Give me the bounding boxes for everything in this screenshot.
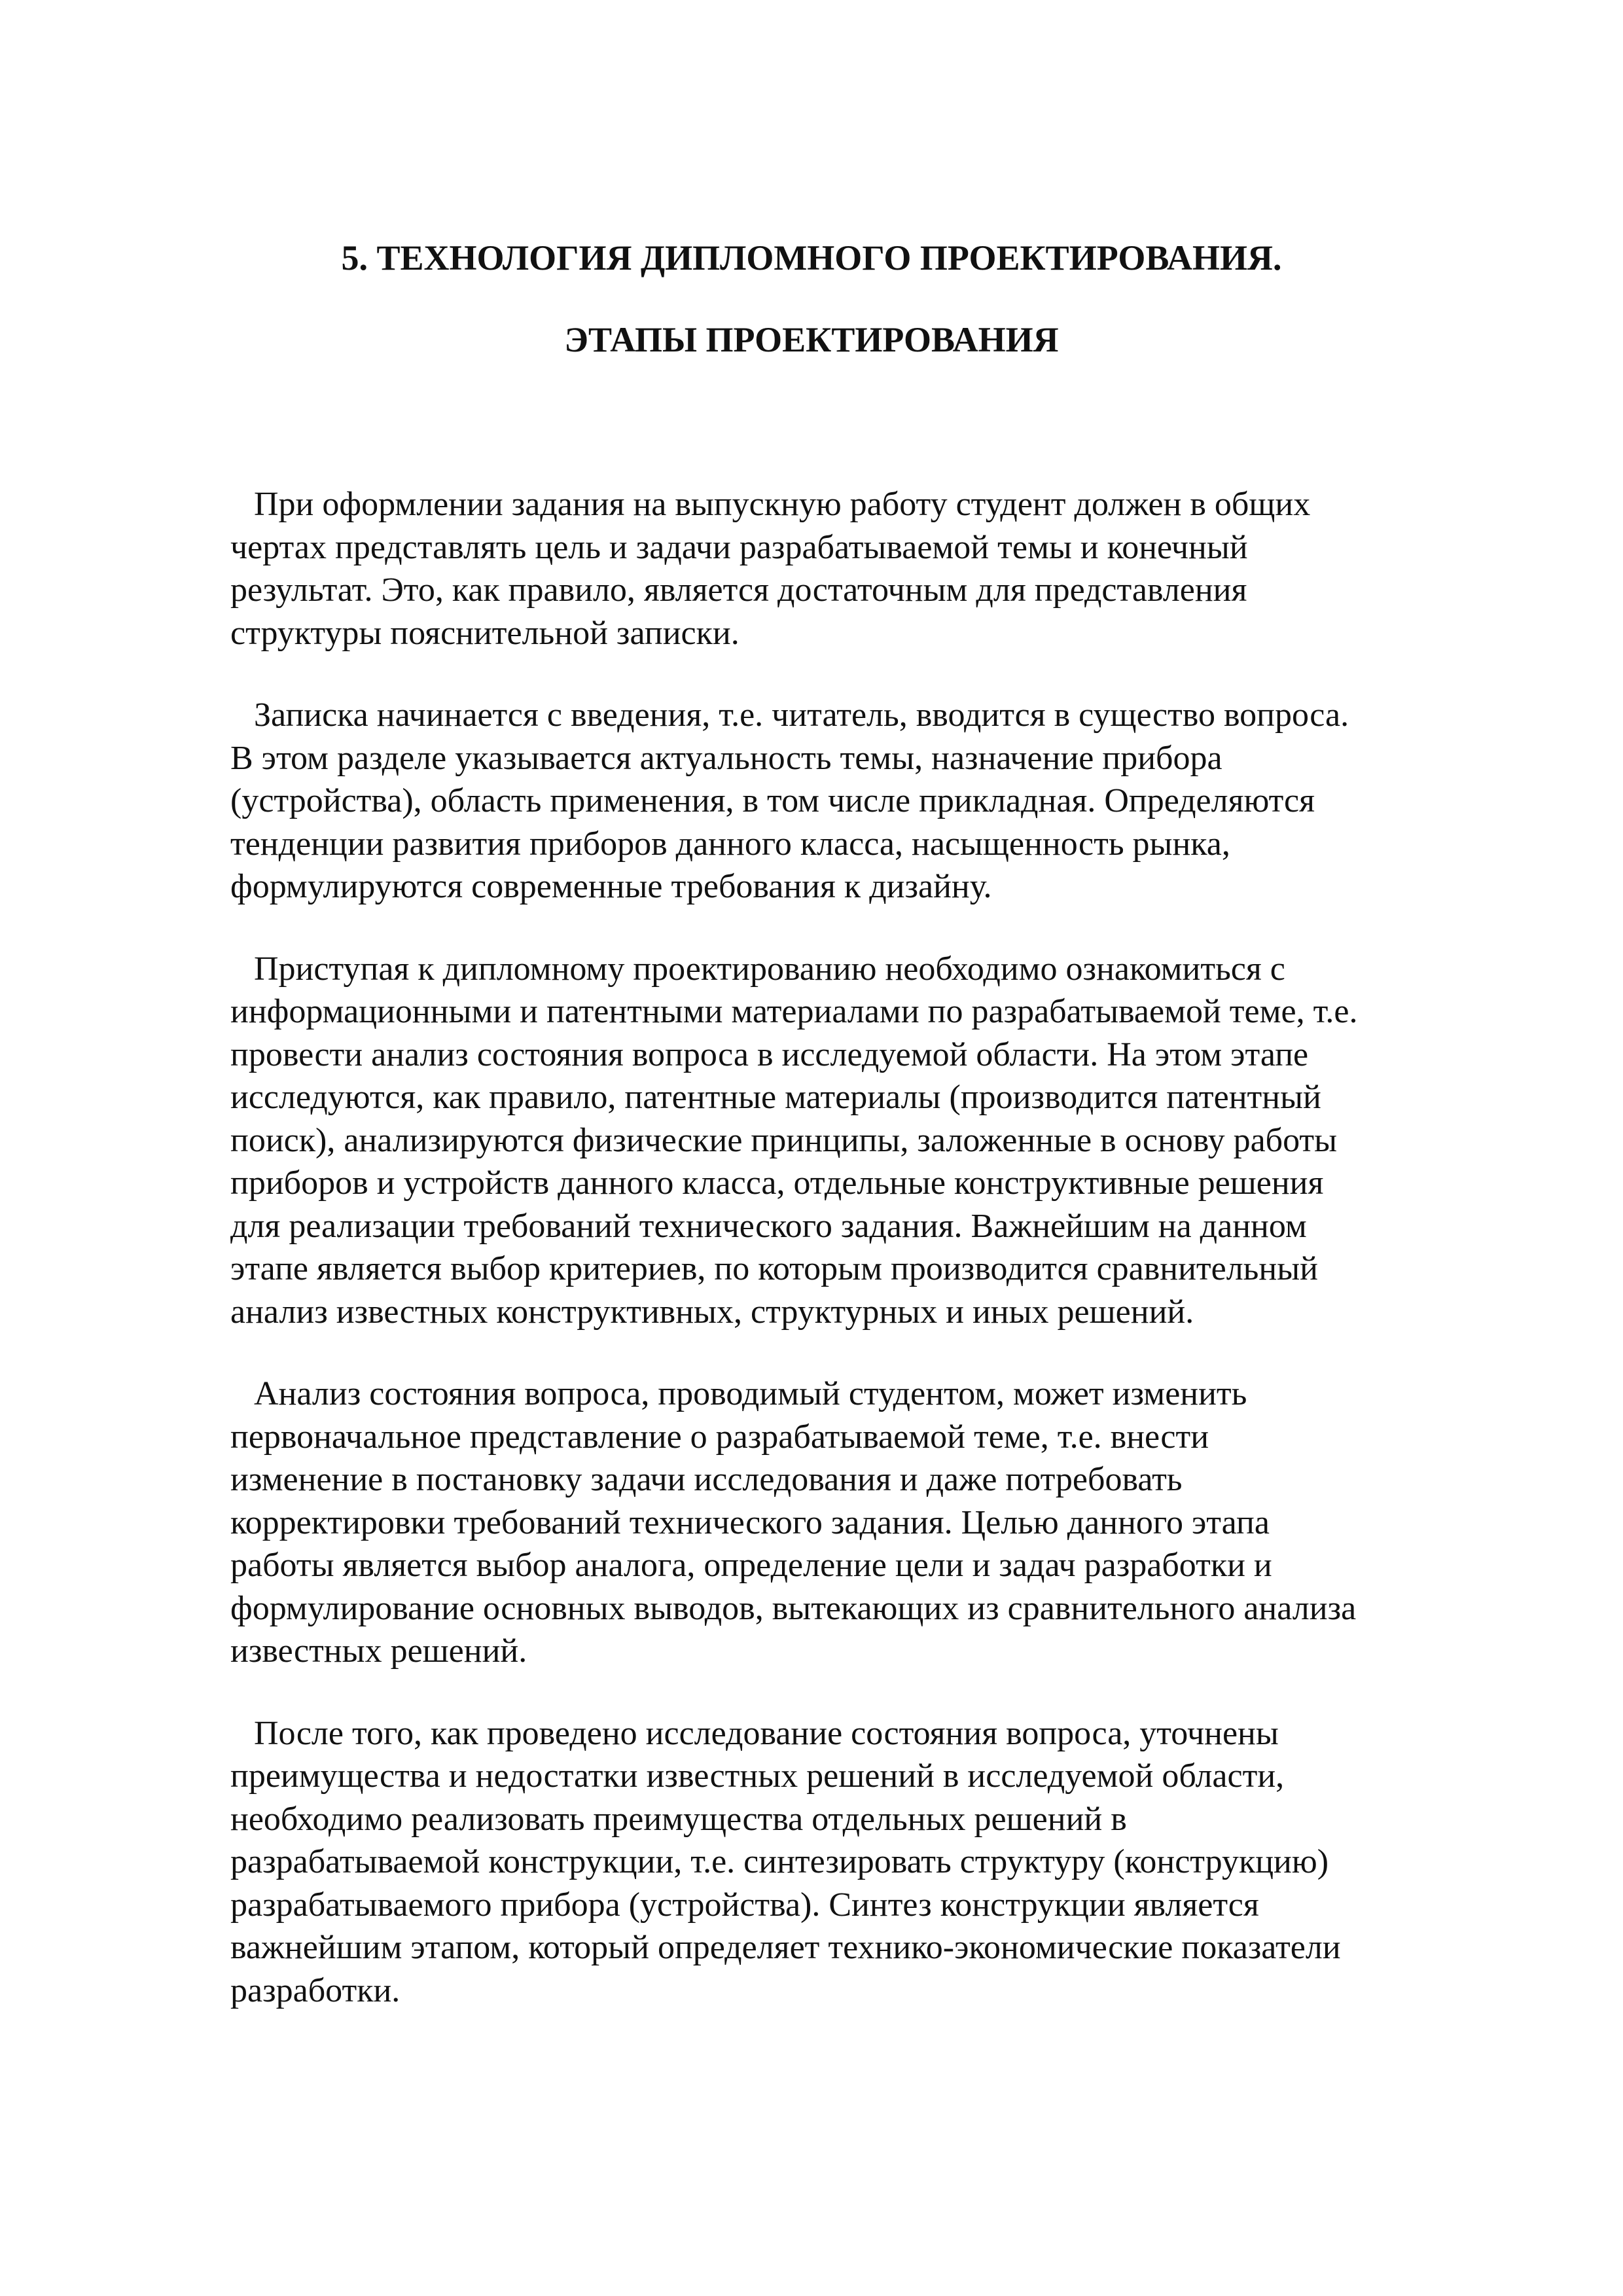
paragraph-5: После того, как проведено исследование состояния вопроса, уточнены преимущества и недостатки известных решений в исследуемой области, необходимо реализовать преимущества отдельных решений в разрабатываемой конструкции, т.е. синтезировать структуру (конструкцию) разрабатываемого прибора (устройства). Синтез конструкции является важнейшим этапом, который определяет технико-экономические показатели разработки. xyxy=(230,1714,1341,2009)
section-subtitle: ЭТАПЫ ПРОЕКТИРОВАНИЯ xyxy=(564,320,1059,359)
paragraph-1: При оформлении задания на выпускную работу студент должен в общих чертах представлять цель и задачи разрабатываемой темы и конечный результат. Это, как правило, является достаточным для представления структуры пояснительной записки. xyxy=(230,486,1311,652)
document-body xyxy=(230,483,1513,2051)
paragraph-3: Приступая к дипломному проектированию необходимо ознакомиться с информационными и патентными материалами по разрабатываемой теме, т.е. провести анализ состояния вопроса в исследуемой области. На этом этапе исследуются, как правило, патентные материалы (производится патентный поиск), анализируются физические принципы, заложенные в основу работы приборов и устройств данного класса, отдельные конструктивные решения для реализации требований технического задания. Важнейшим на данном этапе является выбор критериев, по которым производится сравнительный анализ известных конструктивных, структурных и иных решений. xyxy=(230,950,1358,1331)
paragraph-2: Записка начинается с введения, т.е. читатель, вводится в существо вопроса. В этом разделе указывается актуальность темы, назначение прибора (устройства), область применения, в том числе прикладная. Определяются тенденции развития приборов данного класса, насыщенность рынка, формулируются современные требования к дизайну. xyxy=(230,696,1349,905)
paragraph-4: Анализ состояния вопроса, проводимый студентом, может изменить первоначальное представление о разрабатываемой теме, т.е. внести изменение в постановку задачи исследования и даже потребовать корректировки требований технического задания. Целью данного этапа работы является выбор аналога, определение цели и задач разработки и формулирование основных выводов, вытекающих из сравнительного анализа известных решений. xyxy=(230,1375,1357,1670)
section-title: 5. ТЕХНОЛОГИЯ ДИПЛОМНОГО ПРОЕКТИРОВАНИЯ. xyxy=(341,238,1282,278)
